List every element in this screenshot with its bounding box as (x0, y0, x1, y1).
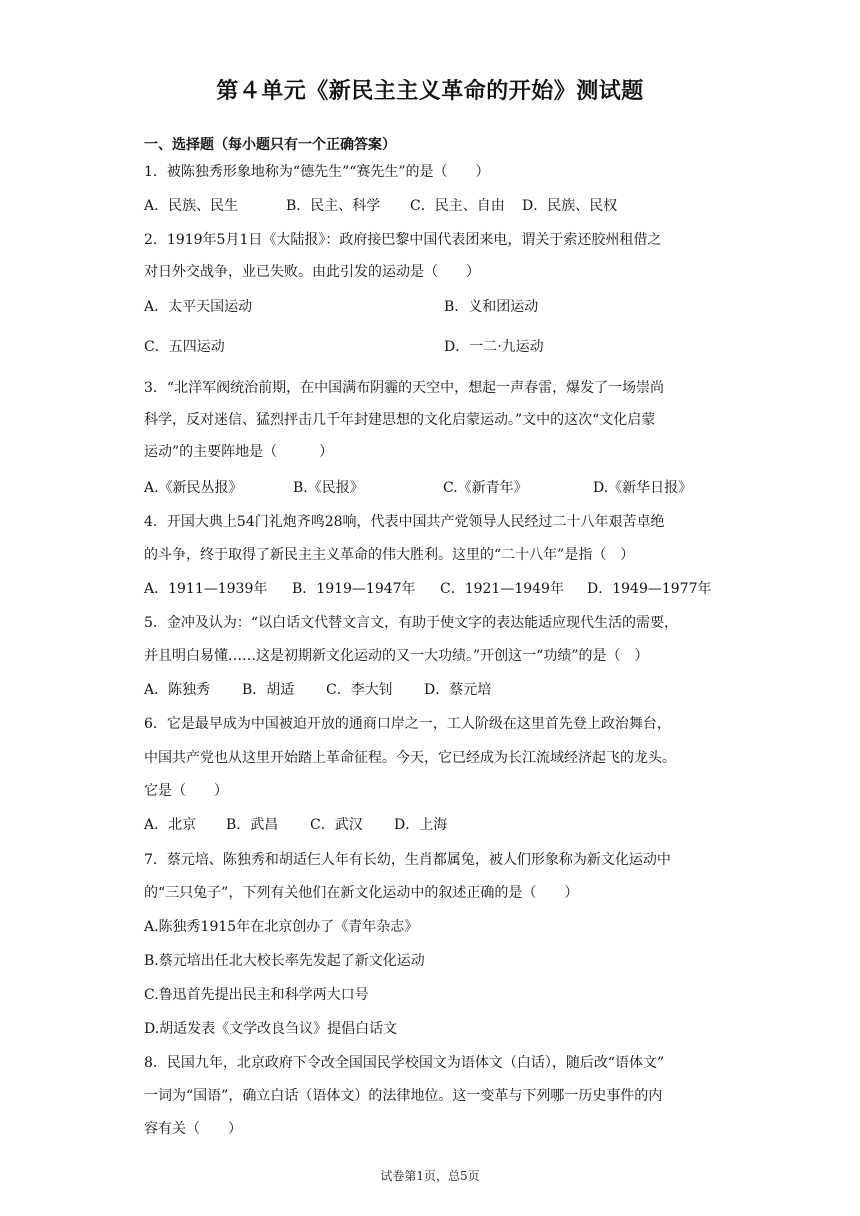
question-1-stem: 1．被陈独秀形象地称为“德先生”“赛先生”的是（ ） (144, 164, 490, 180)
question-7-stem-line-1: 7．蔡元培、陈独秀和胡适仨人年有长幼，生肖都属兔，被人们形象称为新文化运动中 (144, 852, 671, 868)
question-3-option-c: C.《新青年》 (443, 480, 528, 496)
question-4-stem-line-1: 4．开国大典上54门礼炮齐鸣28响，代表中国共产党领导人民经过二十八年艰苦卓绝 (144, 514, 665, 530)
question-3-stem-line-3: 运动”的主要阵地是（ ） (144, 444, 334, 460)
question-6-option-c: C．武汉 (310, 817, 363, 833)
question-2-option-a: A．太平天国运动 (144, 299, 253, 315)
question-1-option-d: D．民族、民权 (522, 198, 618, 214)
question-5-stem-line-1: 5．金冲及认为：“以白话文代替文言文，有助于使文字的表达能适应现代生活的需要， (144, 615, 679, 631)
question-3-option-b: B.《民报》 (293, 480, 364, 496)
question-6-option-b: B．武昌 (226, 817, 279, 833)
question-5-option-c: C．李大钊 (326, 682, 393, 698)
question-1-option-a: A．民族、民生 (144, 198, 239, 214)
question-2-stem-line-1: 2．1919年5月1日《大陆报》：政府接巴黎中国代表团来电，谓关于索还胶州租借之 (144, 232, 662, 248)
question-5-option-b: B．胡适 (242, 682, 295, 698)
question-1-option-c: C．民主、自由 (410, 198, 505, 214)
question-4-option-a: A．1911—1939年 (144, 581, 268, 597)
question-7-option-b: B.蔡元培出任北大校长率先发起了新文化运动 (144, 953, 425, 969)
question-7-stem-line-2: 的“三只兔子”，下列有关他们在新文化运动中的叙述正确的是（ ） (144, 885, 579, 901)
page-footer: 试卷第1页，总5页 (380, 1169, 480, 1183)
question-5-stem-line-2: 并且明白易懂……这是初期新文化运动的又一大功绩。”开创这一“功绩”的是（ ） (144, 648, 649, 664)
page-title: 第４单元《新民主主义革命的开始》测试题 (216, 79, 644, 104)
section-heading: 一、选择题（每小题只有一个正确答案） (144, 137, 396, 153)
question-5-option-a: A．陈独秀 (144, 682, 211, 698)
question-1-option-b: B．民主、科学 (286, 198, 381, 214)
question-3-option-d: D.《新华日报》 (593, 480, 693, 496)
question-6-stem-line-1: 6．它是最早成为中国被迫开放的通商口岸之一，工人阶级在这里首先登上政治舞台， (144, 716, 671, 732)
question-2-option-c: C．五四运动 (144, 339, 225, 355)
question-8-stem-line-1: 8．民国九年，北京政府下令改全国国民学校国文为语体文（白话），随后改“语体文” (144, 1055, 665, 1071)
question-6-option-d: D．上海 (394, 817, 448, 833)
question-4-option-b: B．1919—1947年 (292, 581, 416, 597)
question-3-stem-line-2: 科学，反对迷信、猛烈抨击几千年封建思想的文化启蒙运动。”文中的这次“文化启蒙 (144, 412, 656, 428)
question-2-option-b: B．义和团运动 (444, 299, 539, 315)
question-4-option-c: C．1921—1949年 (440, 581, 564, 597)
question-7-option-c: C.鲁迅首先提出民主和科学两大口号 (144, 987, 369, 1003)
question-8-stem-line-3: 容有关（ ） (144, 1121, 242, 1137)
question-4-stem-line-2: 的斗争，终于取得了新民主主义革命的伟大胜利。这里的“二十八年”是指（ ） (144, 547, 635, 563)
question-6-option-a: A．北京 (144, 817, 197, 833)
question-7-option-d: D.胡适发表《文学改良刍议》提倡白话文 (144, 1021, 398, 1037)
question-3-stem-line-1: 3．“北洋军阀统治前期，在中国满布阴霾的天空中，想起一声春雷，爆发了一场崇尚 (144, 380, 665, 396)
question-5-option-d: D．蔡元培 (424, 682, 492, 698)
question-4-option-d: D．1949—1977年 (587, 581, 712, 597)
question-6-stem-line-3: 它是（ ） (144, 783, 228, 799)
question-6-stem-line-2: 中国共产党也从这里开始踏上革命征程。今天，它已经成为长江流域经济起飞的龙头。 (144, 750, 676, 766)
question-8-stem-line-2: 一词为“国语”，确立白话（语体文）的法律地位。这一变革与下列哪一历史事件的内 (144, 1088, 663, 1104)
question-3-option-a: A.《新民丛报》 (144, 480, 243, 496)
question-2-stem-line-2: 对日外交战争，业已失败。由此引发的运动是（ ） (144, 264, 480, 280)
question-2-option-d: D．一二·九运动 (444, 339, 544, 355)
question-7-option-a: A.陈独秀1915年在北京创办了《青年杂志》 (144, 919, 419, 935)
